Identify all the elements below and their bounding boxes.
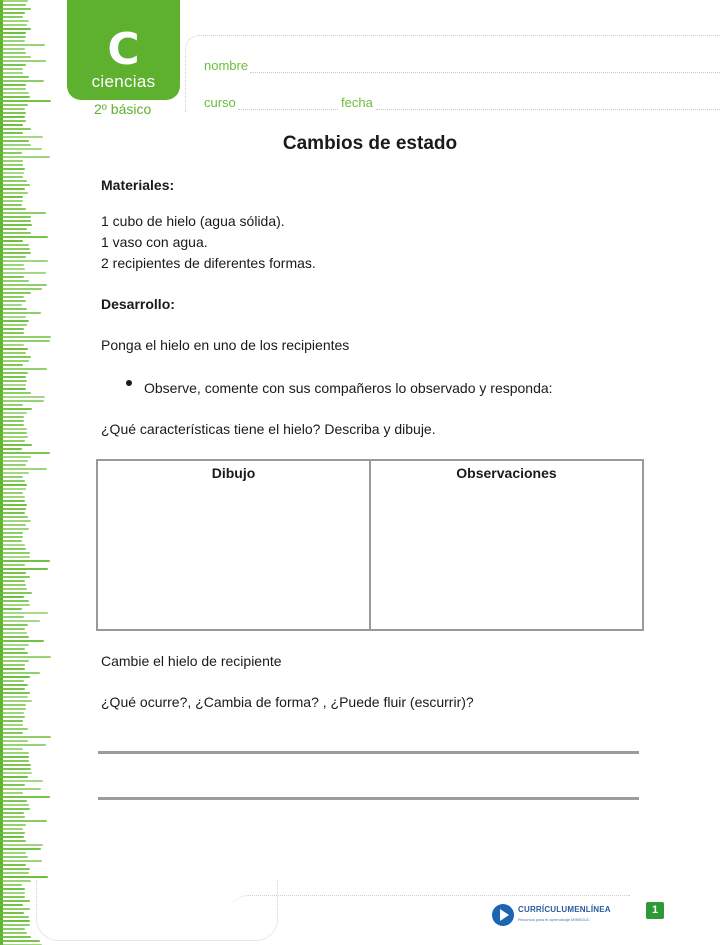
grass-stroke	[0, 692, 30, 694]
grass-stroke	[0, 868, 30, 870]
page-number-badge: 1	[646, 902, 664, 919]
grass-stroke	[0, 276, 24, 278]
material-item: 2 recipientes de diferentes formas.	[101, 255, 316, 271]
grass-stroke	[0, 780, 43, 782]
grade-label: 2º básico	[94, 101, 152, 117]
grass-stroke	[0, 740, 28, 742]
grass-stroke	[0, 612, 48, 614]
grass-stroke	[0, 520, 31, 522]
grass-stroke	[0, 716, 25, 718]
grass-stroke	[0, 256, 26, 258]
grass-stroke	[0, 356, 31, 358]
grass-stroke	[0, 852, 26, 854]
grass-stroke	[0, 324, 27, 326]
grass-stroke	[0, 876, 48, 878]
instruction-step: Ponga el hielo en uno de los recipientes	[101, 337, 350, 353]
grass-stroke	[0, 580, 25, 582]
grass-stroke	[0, 756, 29, 758]
grass-stroke	[0, 236, 48, 238]
grass-stroke	[0, 900, 30, 902]
brand-tagline: Recursos para el aprendizaje MINEDUC	[518, 917, 590, 922]
observations-cell[interactable]	[369, 461, 642, 629]
grass-stroke	[0, 164, 23, 166]
grass-stroke	[0, 184, 30, 186]
grass-stroke	[0, 432, 27, 434]
grass-stroke	[0, 844, 43, 846]
grass-stroke	[0, 436, 28, 438]
grass-stroke	[0, 932, 27, 934]
grass-stroke	[0, 220, 31, 222]
page-title: Cambios de estado	[282, 133, 458, 154]
grass-stroke	[0, 120, 26, 122]
grass-stroke	[0, 388, 26, 390]
grass-stroke	[0, 480, 25, 482]
grass-stroke	[0, 264, 24, 266]
grass-stroke	[0, 404, 23, 406]
grass-stroke	[0, 620, 40, 622]
grass-stroke	[0, 928, 25, 930]
grass-stroke	[0, 336, 51, 338]
date-label: fecha	[341, 95, 373, 110]
grass-stroke	[0, 812, 24, 814]
grass-stroke	[0, 616, 24, 618]
subject-logo	[67, 0, 180, 100]
grass-stroke	[0, 904, 23, 906]
grass-stroke	[0, 104, 28, 106]
grass-stroke	[0, 244, 29, 246]
grass-stroke	[0, 468, 47, 470]
grass-stroke	[0, 208, 26, 210]
grass-stroke	[0, 68, 23, 70]
grass-stroke	[0, 128, 31, 130]
grass-stroke	[0, 704, 26, 706]
grass-stroke	[0, 632, 27, 634]
answer-line[interactable]	[98, 797, 639, 800]
grass-stroke	[0, 688, 25, 690]
brand-name: CURRÍCULUMENLÍNEA	[518, 905, 611, 914]
grass-stroke	[0, 772, 32, 774]
grass-stroke	[0, 424, 24, 426]
grass-stroke	[0, 400, 44, 402]
grass-stroke	[0, 40, 25, 42]
grass-stroke	[0, 180, 27, 182]
grass-stroke	[0, 824, 26, 826]
grass-stroke	[0, 940, 40, 942]
grass-stroke	[0, 348, 28, 350]
grass-stroke	[0, 564, 25, 566]
grass-stroke	[0, 160, 23, 162]
grass-stroke	[0, 452, 50, 454]
grass-stroke	[0, 548, 26, 550]
grass-stroke	[0, 84, 26, 86]
grass-stroke	[0, 36, 26, 38]
instruction-step: Cambie el hielo de recipiente	[101, 653, 282, 669]
grass-stroke	[0, 8, 31, 10]
grass-stroke	[0, 288, 42, 290]
grass-stroke	[0, 644, 29, 646]
grass-stroke	[0, 428, 27, 430]
grass-stroke	[0, 392, 31, 394]
grass-stroke	[0, 640, 44, 642]
grass-stroke	[0, 584, 26, 586]
grass-stroke	[0, 4, 26, 6]
grass-stroke	[0, 420, 24, 422]
grass-stroke	[0, 344, 24, 346]
grass-stroke	[0, 732, 23, 734]
grass-stroke	[0, 936, 31, 938]
grass-stroke	[0, 792, 23, 794]
grass-stroke	[0, 892, 25, 894]
grass-stroke	[0, 252, 31, 254]
grass-stroke	[0, 224, 32, 226]
grass-stroke	[0, 0, 28, 2]
grass-stroke	[0, 448, 22, 450]
grass-stroke	[0, 820, 47, 822]
grass-stroke	[0, 720, 23, 722]
date-field[interactable]	[376, 109, 720, 110]
grass-stroke	[0, 604, 30, 606]
grass-stroke	[0, 752, 29, 754]
grass-stroke	[0, 496, 25, 498]
grass-stroke	[0, 572, 26, 574]
question-text: ¿Qué características tiene el hielo? Describa y dibuje.	[101, 421, 436, 437]
grass-stroke	[0, 364, 23, 366]
drawing-cell[interactable]	[98, 461, 369, 629]
grass-stroke	[0, 524, 26, 526]
grass-stroke	[0, 64, 26, 66]
grass-stroke	[0, 836, 24, 838]
grass-stroke	[0, 504, 27, 506]
grass-stroke	[0, 528, 29, 530]
grass-stroke	[0, 472, 29, 474]
grass-stroke	[0, 664, 25, 666]
grass-stroke	[0, 636, 29, 638]
grass-stroke	[0, 896, 25, 898]
grass-stroke	[0, 696, 28, 698]
grass-stroke	[0, 72, 23, 74]
answer-line[interactable]	[98, 751, 639, 754]
grass-stroke	[0, 212, 46, 214]
table-header-drawing: Dibujo	[211, 465, 256, 481]
grass-stroke	[0, 796, 50, 798]
grass-stroke	[0, 560, 50, 562]
grass-stroke	[0, 440, 25, 442]
grass-stroke	[0, 460, 28, 462]
grass-stroke	[0, 804, 29, 806]
grass-stroke	[0, 32, 26, 34]
grass-stroke	[0, 540, 22, 542]
grass-stroke	[0, 456, 31, 458]
grass-stroke	[0, 100, 51, 102]
grass-stroke	[0, 768, 31, 770]
grass-stroke	[0, 864, 26, 866]
grass-stroke	[0, 880, 31, 882]
grass-stroke	[0, 272, 46, 274]
play-icon	[492, 904, 514, 926]
bullet-icon	[126, 380, 132, 386]
grass-stroke	[0, 396, 45, 398]
grass-stroke	[0, 552, 30, 554]
name-label: nombre	[204, 58, 249, 73]
grass-stroke	[0, 52, 26, 54]
grass-stroke	[0, 484, 27, 486]
grass-stroke	[0, 96, 30, 98]
grass-stroke	[0, 512, 25, 514]
grass-stroke	[0, 444, 32, 446]
grass-stroke	[0, 860, 42, 862]
grass-stroke	[0, 372, 28, 374]
grass-stroke	[0, 924, 30, 926]
grass-stroke	[0, 352, 26, 354]
curriculum-logo	[492, 904, 611, 926]
grass-stroke	[0, 28, 31, 30]
grass-stroke	[0, 652, 28, 654]
table-header-observations: Observaciones	[456, 465, 557, 481]
course-field[interactable]	[238, 109, 338, 110]
grass-stroke	[0, 500, 25, 502]
grass-stroke	[0, 656, 51, 658]
grass-stroke	[0, 668, 25, 670]
materials-heading: Materiales:	[101, 177, 175, 193]
grass-stroke	[0, 764, 31, 766]
grass-stroke	[0, 800, 27, 802]
grass-stroke	[0, 776, 28, 778]
grass-stroke	[0, 840, 26, 842]
grass-stroke	[0, 712, 24, 714]
grass-stroke	[0, 60, 46, 62]
grass-stroke	[0, 596, 24, 598]
grass-stroke	[0, 648, 25, 650]
grass-stroke	[0, 708, 26, 710]
grass-stroke	[0, 408, 32, 410]
grass-stroke	[0, 320, 29, 322]
course-label: curso	[204, 95, 236, 110]
header-frame	[185, 35, 720, 112]
grass-stroke	[0, 56, 31, 58]
grass-stroke	[0, 192, 28, 194]
grass-stroke	[0, 588, 27, 590]
bullet-instruction: Observe, comente con sus compañeros lo observado y responda:	[144, 380, 553, 396]
grass-stroke	[0, 328, 24, 330]
grass-stroke	[0, 248, 30, 250]
grass-stroke	[0, 112, 26, 114]
grass-stroke	[0, 832, 25, 834]
grass-stroke	[0, 660, 29, 662]
grass-stroke	[0, 296, 24, 298]
grass-stroke	[0, 488, 26, 490]
grass-stroke	[0, 196, 23, 198]
grass-stroke	[0, 700, 32, 702]
grass-stroke	[0, 304, 22, 306]
grass-stroke	[0, 368, 47, 370]
grass-stroke	[0, 888, 25, 890]
grass-stroke	[0, 24, 27, 26]
material-item: 1 vaso con agua.	[101, 234, 208, 250]
grass-stroke	[0, 536, 23, 538]
grass-stroke	[0, 360, 29, 362]
grass-stroke	[0, 80, 44, 82]
grass-stroke	[0, 464, 26, 466]
grass-stroke	[0, 788, 41, 790]
grass-stroke	[0, 532, 23, 534]
grass-stroke	[0, 340, 50, 342]
grass-stroke	[0, 16, 23, 18]
grass-stroke	[0, 116, 25, 118]
grass-stroke	[0, 736, 51, 738]
grass-stroke	[0, 232, 31, 234]
grass-stroke	[0, 92, 29, 94]
grass-stroke	[0, 608, 22, 610]
grass-stroke	[0, 280, 29, 282]
grass-stroke	[0, 12, 25, 14]
grass-stroke	[0, 124, 23, 126]
grass-stroke	[0, 316, 26, 318]
grass-stroke	[0, 884, 22, 886]
subject-name: ciencias	[91, 72, 156, 91]
grass-stroke	[0, 48, 25, 50]
grass-stroke	[0, 228, 27, 230]
grass-stroke	[0, 168, 25, 170]
grass-stroke	[0, 676, 30, 678]
grass-stroke	[0, 156, 50, 158]
grass-stroke	[0, 808, 30, 810]
grass-stroke	[0, 292, 31, 294]
grass-stroke	[0, 828, 23, 830]
grass-stroke	[0, 260, 48, 262]
grass-stroke	[0, 556, 30, 558]
grass-stroke	[0, 216, 31, 218]
grass-stroke	[0, 592, 32, 594]
grass-stroke	[0, 848, 41, 850]
grass-stroke	[0, 568, 48, 570]
grass-stroke	[0, 492, 23, 494]
grass-stroke	[0, 916, 29, 918]
grass-stroke	[0, 240, 23, 242]
grass-stroke	[0, 76, 29, 78]
grass-stroke	[0, 476, 23, 478]
grass-stroke	[0, 384, 26, 386]
grass-stroke	[0, 576, 30, 578]
grass-stroke	[0, 312, 41, 314]
observation-table	[96, 459, 644, 631]
subject-letter: C	[107, 24, 140, 75]
grass-stroke	[0, 300, 26, 302]
grass-stroke	[0, 308, 27, 310]
grass-stroke	[0, 188, 25, 190]
grass-stroke	[0, 724, 23, 726]
grass-stroke	[0, 176, 23, 178]
grass-stroke	[0, 624, 28, 626]
grass-stroke	[0, 380, 27, 382]
grass-stroke	[0, 744, 46, 746]
grass-stroke	[0, 204, 22, 206]
grass-stroke	[0, 200, 23, 202]
grass-stroke	[0, 872, 29, 874]
grass-stroke	[0, 544, 25, 546]
grass-stroke	[0, 172, 24, 174]
grass-stroke	[0, 684, 28, 686]
grass-stroke	[0, 20, 29, 22]
grass-stroke	[0, 44, 45, 46]
grass-stroke	[0, 856, 28, 858]
grass-stroke	[0, 784, 25, 786]
grass-stroke	[0, 920, 30, 922]
grass-stroke	[0, 760, 29, 762]
grass-stroke	[0, 516, 28, 518]
name-field[interactable]	[250, 72, 720, 73]
grass-stroke	[0, 268, 25, 270]
development-heading: Desarrollo:	[101, 296, 175, 312]
grass-stroke	[0, 628, 25, 630]
material-item: 1 cubo de hielo (agua sólida).	[101, 213, 285, 229]
grass-stroke	[0, 108, 25, 110]
grass-stroke	[0, 416, 24, 418]
grass-stroke	[0, 600, 29, 602]
grass-stroke	[0, 908, 30, 910]
grass-stroke	[0, 912, 24, 914]
grass-stroke	[0, 508, 26, 510]
grass-stroke	[0, 748, 23, 750]
grass-stroke	[0, 680, 24, 682]
grass-stroke	[0, 672, 40, 674]
grass-stroke	[0, 728, 28, 730]
question-text: ¿Qué ocurre?, ¿Cambia de forma? , ¿Puede fluir (escurrir)?	[101, 694, 474, 710]
grass-stroke	[0, 88, 26, 90]
grass-stroke	[0, 412, 27, 414]
grass-stroke	[0, 284, 47, 286]
grass-stroke	[0, 332, 24, 334]
grass-stroke	[0, 816, 25, 818]
grass-stroke	[0, 376, 26, 378]
